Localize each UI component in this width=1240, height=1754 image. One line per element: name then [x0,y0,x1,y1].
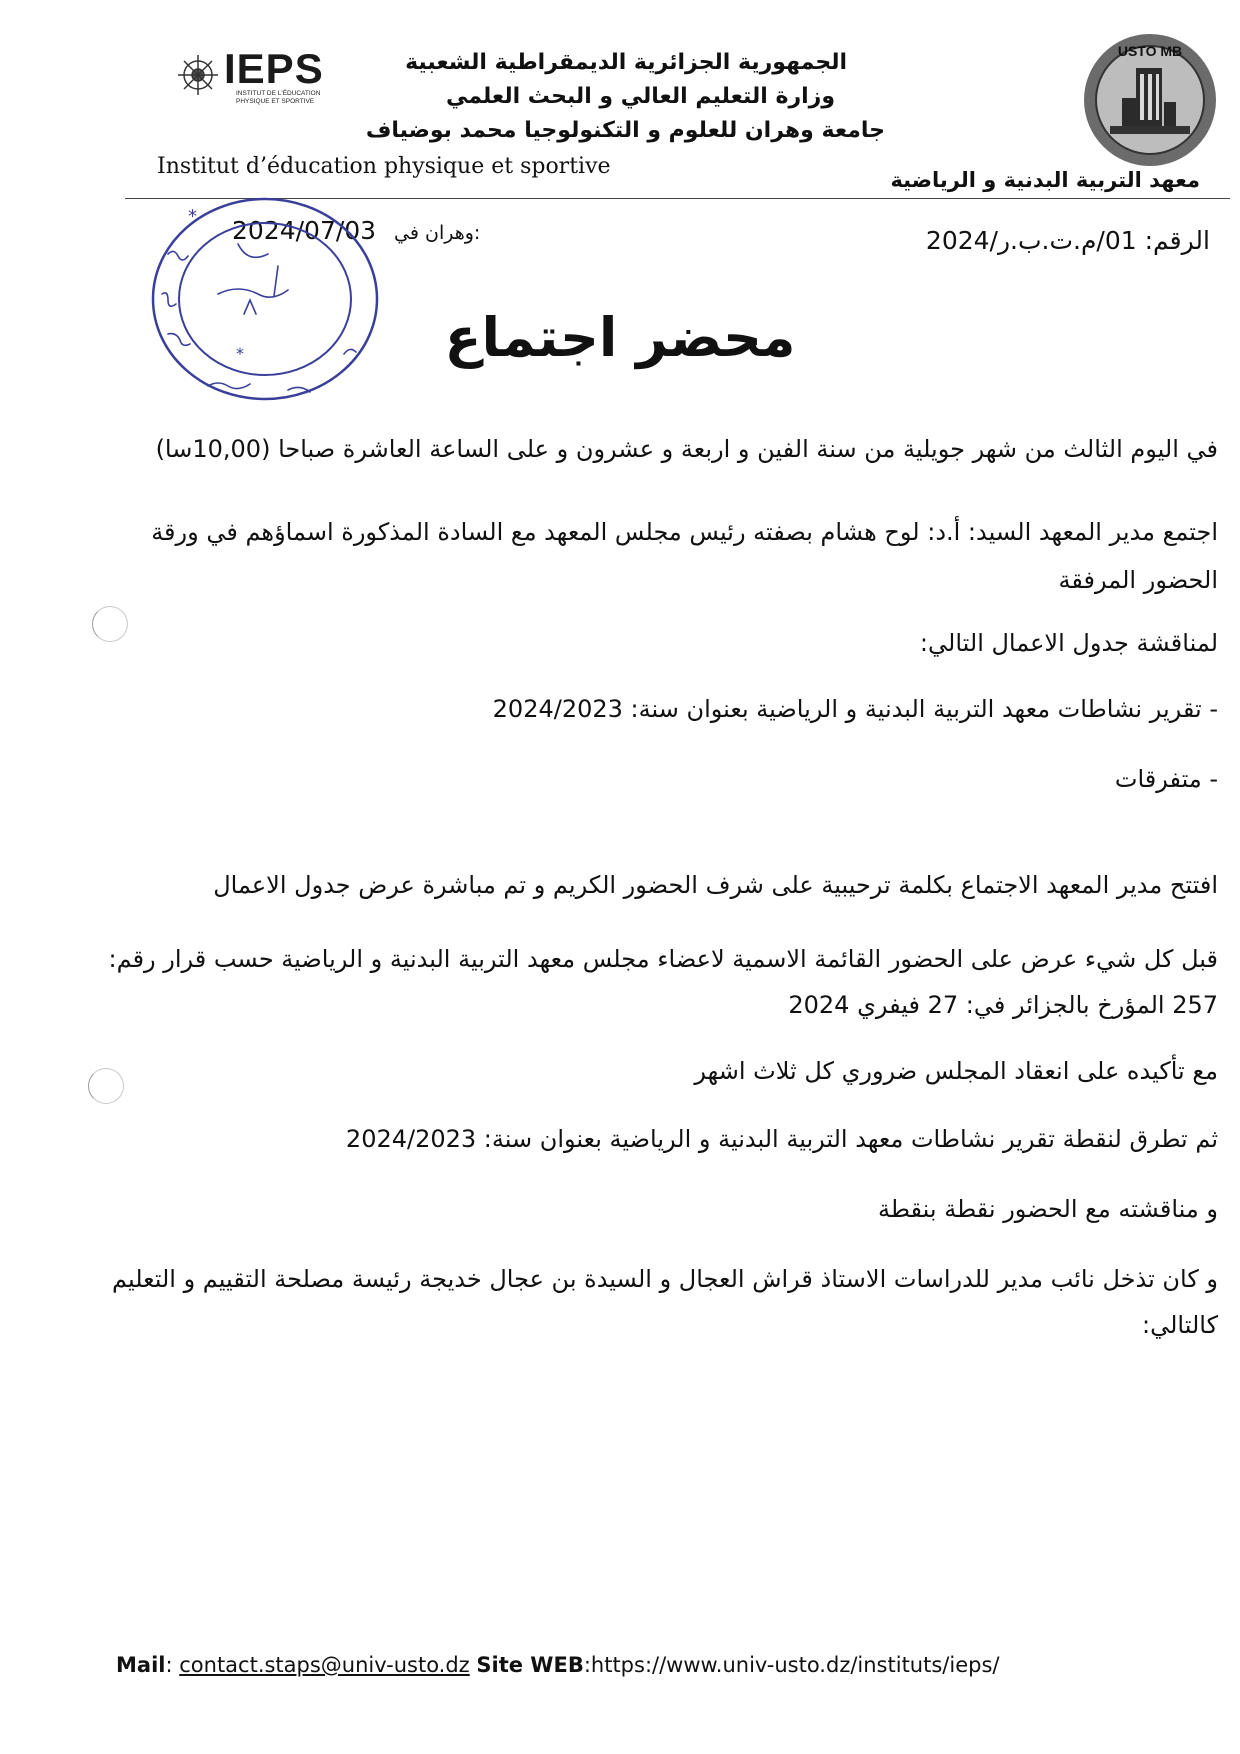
footer-mail-link[interactable]: contact.staps@univ-usto.dz [179,1653,470,1677]
ieps-emblem-icon [178,55,218,95]
ieps-logo-word: IEPS [224,45,324,92]
paragraph-meeting: اجتمع مدير المعهد السيد: أ.د: لوح هشام بصفته رئيس مجلس المعهد مع السادة المذكورة اسماؤهم في ورقة الحضور المرفقة [151,518,1218,594]
paragraph-report: ثم تطرق لنقطة تقرير نشاطات معهد التربية البدنية و الرياضية بعنوان سنة: 2024/2023 [345,1125,1218,1153]
page-title: محضر اجتماع [444,306,796,369]
ieps-logo-sub2: PHYSIQUE ET SPORTIVE [236,98,315,105]
agenda-item-2: - متفرقات [1114,765,1218,793]
official-stamp [148,194,383,404]
paragraph-member-list: قبل كل شيء عرض على الحضور القائمة الاسمية لاعضاء مجلس معهد التربية البدنية و الرياضية حسب قرار رقم: 257 المؤرخ بالجزائر في: 27 فيفري 2024 [108,945,1218,1019]
footer-web-link[interactable]: https://www.univ-usto.dz/instituts/ieps/ [590,1653,1000,1677]
punch-hole [88,1068,124,1104]
institute-name-ar: معهد التربية البدنية و الرياضية [890,168,1200,192]
date-label: وهران في: [394,222,481,244]
reference-number: الرقم: 01/م.ت.ب.ر/2024 [925,226,1210,255]
footer-web-label: Site WEB [476,1653,584,1677]
paragraph-opening: في اليوم الثالث من شهر جويلية من سنة الفين و اربعة و عشرون و على الساعة العاشرة صباحا (10,00سا) [155,435,1218,463]
header-university: جامعة وهران للعلوم و التكنولوجيا محمد بوضياف [365,118,885,143]
paragraph-agenda-intro: لمناقشة جدول الاعمال التالي: [919,629,1218,657]
ieps-logo-sub1: INSTITUT DE L'ÉDUCATION [236,90,321,97]
footer-mail-label: Mail [116,1653,166,1677]
paragraph-discussion: و مناقشته مع الحضور نقطة بنقطة [877,1195,1218,1223]
svg-text:*: * [188,206,197,227]
svg-text:*: * [236,344,244,363]
stamp-seal-icon [148,194,383,404]
header-republic: الجمهورية الجزائرية الديمقراطية الشعبية [405,50,847,75]
ieps-logo [178,45,338,115]
agenda-item-1: - تقرير نشاطات معهد التربية البدنية و الرياضية بعنوان سنة: 2024/2023 [492,695,1218,723]
paragraph-interventions: و كان تذخل نائب مدير للدراسات الاستاذ قراش العجال و السيدة بن عجال خديجة رئيسة مصلحة التقييم و التعليم كالتالي: [111,1265,1218,1339]
punch-hole [92,606,128,642]
date-value: 2024/07/03 [232,216,377,245]
footer-contact: Mail: contact.staps@univ-usto.dz Site WEB:https://www.univ-usto.dz/instituts/ieps/ [116,1653,1000,1677]
header-ministry: وزارة التعليم العالي و البحث العلمي [445,84,835,109]
paragraph-opening-speech: افتتح مدير المعهد الاجتماع بكلمة ترحيبية على شرف الحضور الكريم و تم مباشرة عرض جدول الاعمال [213,871,1218,899]
usto-logo-text: USTO MB [1117,43,1183,59]
institute-name-fr: Institut d’éducation physique et sportive [157,154,611,179]
usto-logo [1080,30,1220,170]
paragraph-quarterly: مع تأكيده على انعقاد المجلس ضروري كل ثلاث اشهر [694,1057,1218,1085]
